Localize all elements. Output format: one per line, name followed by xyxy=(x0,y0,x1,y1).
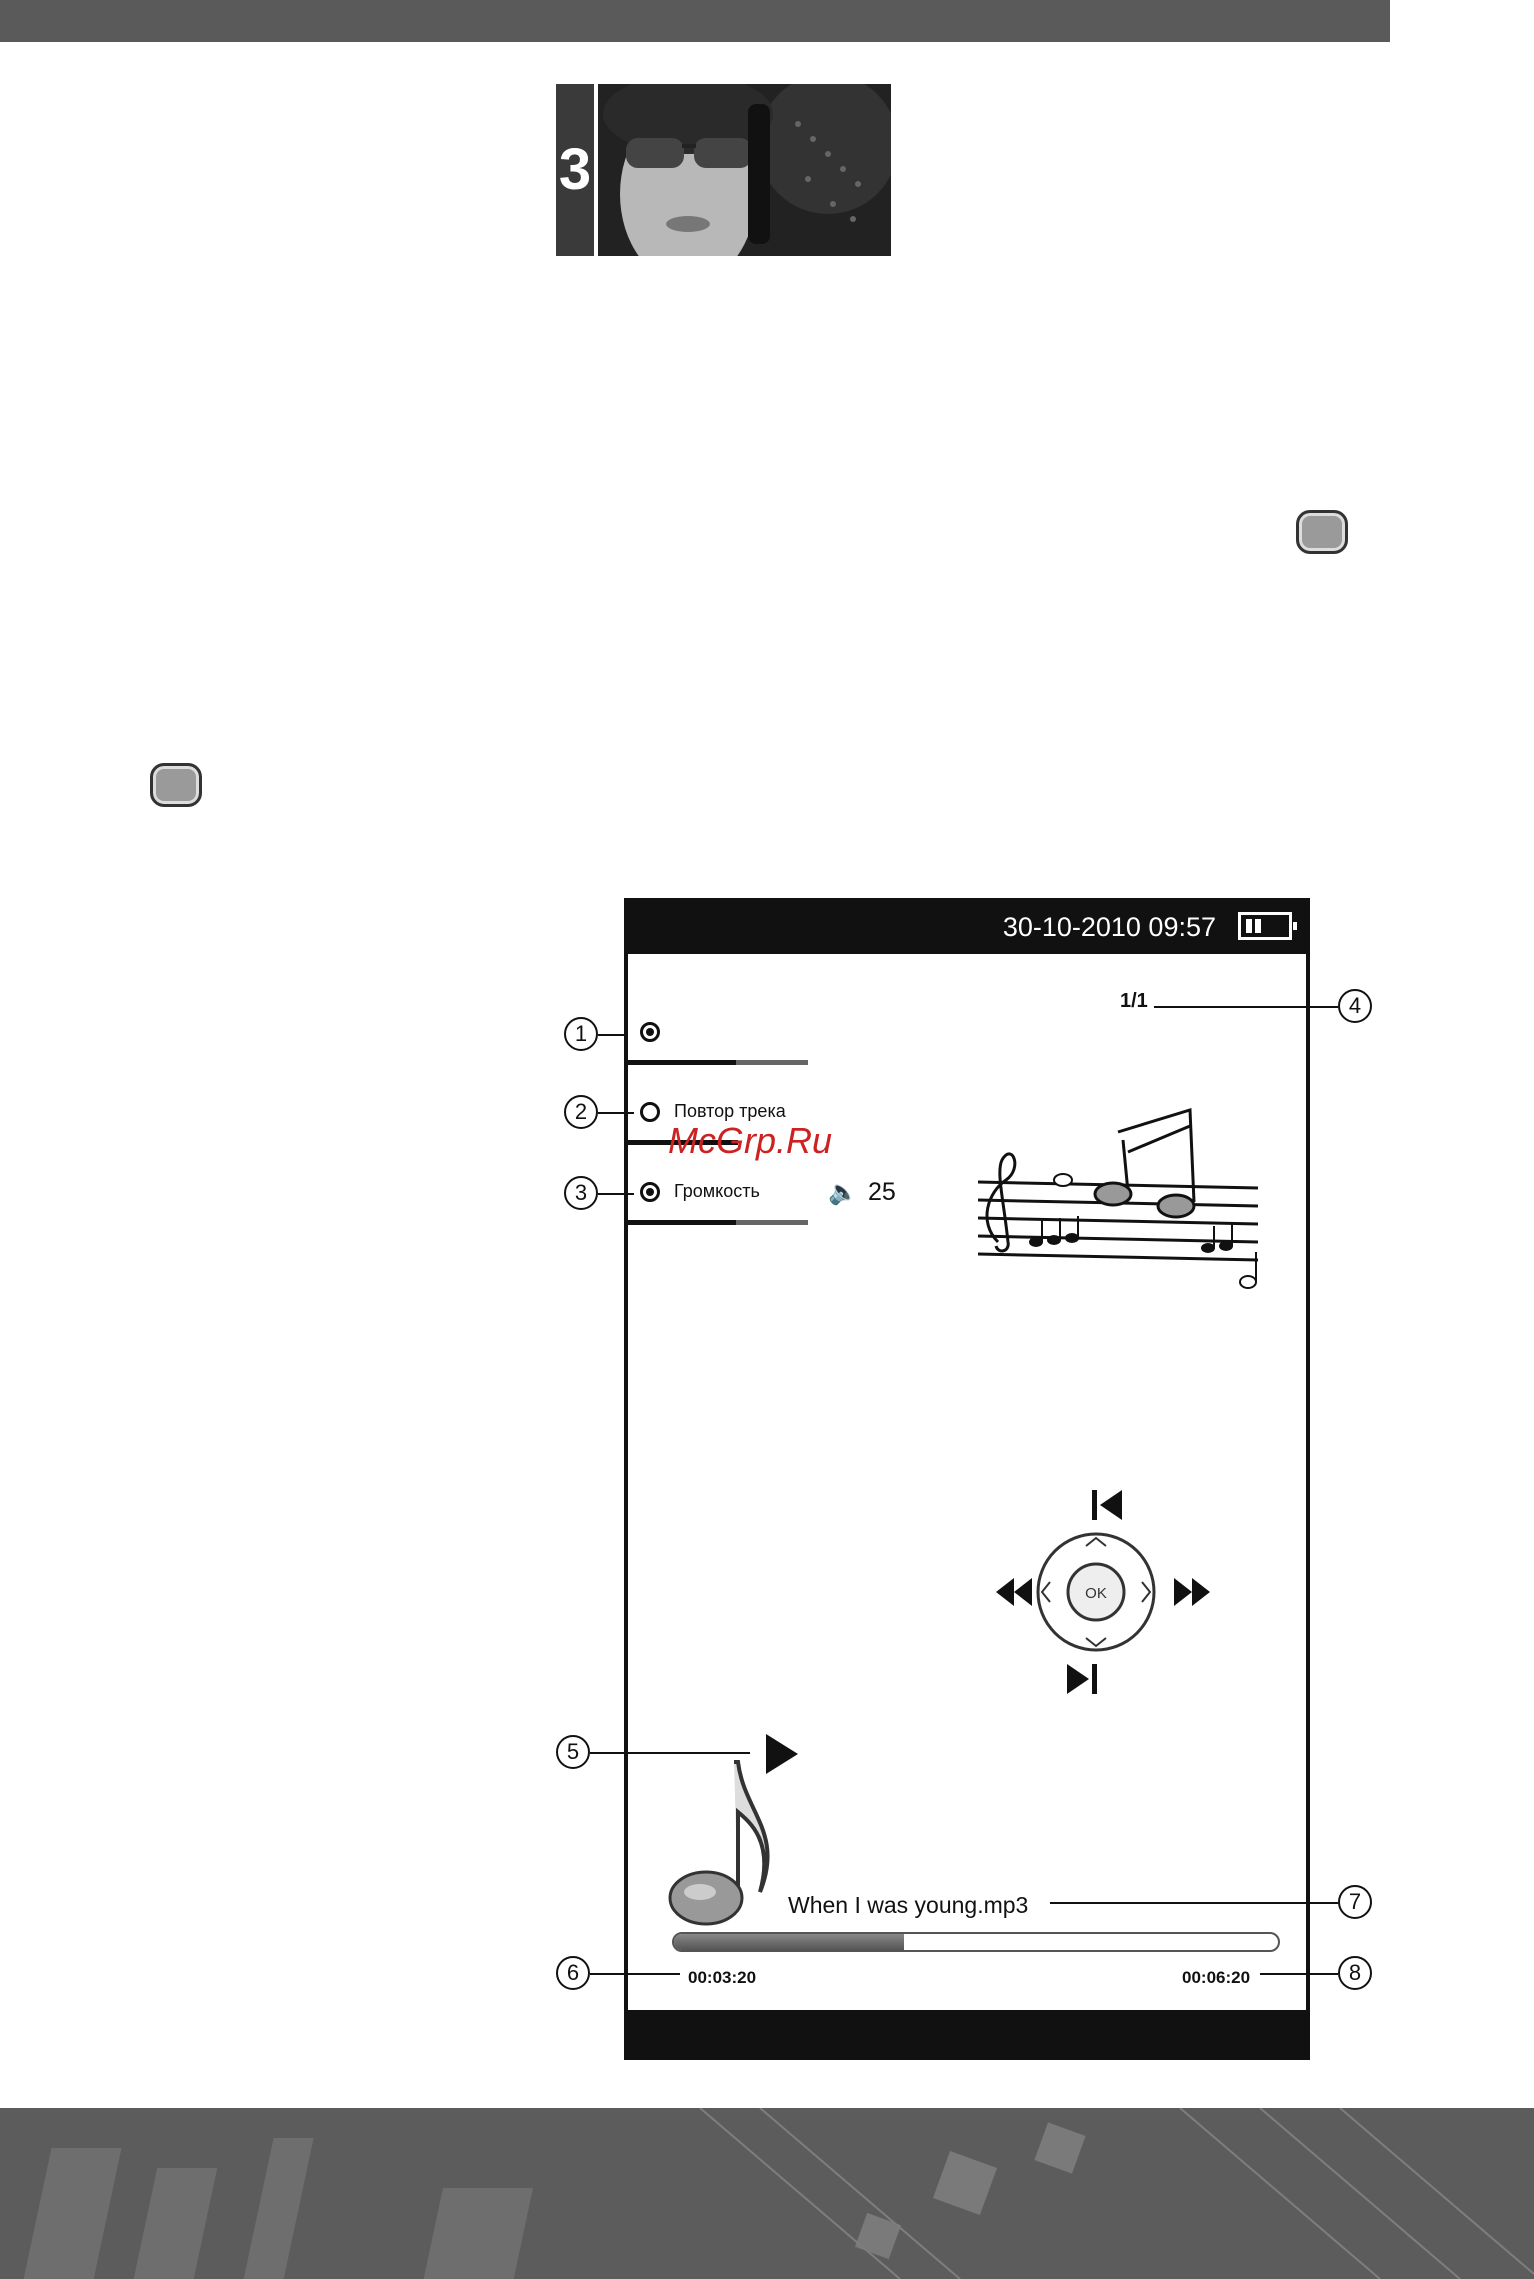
callout-3-leader xyxy=(598,1193,634,1195)
navigation-pad xyxy=(972,1482,1232,1702)
device-bottom-bar xyxy=(628,2010,1306,2056)
callout-3: 3 xyxy=(564,1176,598,1210)
watermark-text: McGrp.Ru xyxy=(668,1120,833,1161)
option-3-underline xyxy=(628,1220,808,1225)
volume-icon: 🔈 xyxy=(828,1179,858,1206)
callout-6-leader xyxy=(590,1973,680,1975)
callout-4-leader xyxy=(1154,1006,1338,1008)
footer-decorative-band xyxy=(0,2108,1534,2279)
option-1-radio[interactable] xyxy=(640,1022,660,1042)
track-progress-bar[interactable] xyxy=(672,1932,1280,1952)
callout-1: 1 xyxy=(564,1017,598,1051)
option-2-radio[interactable] xyxy=(640,1102,660,1122)
callout-8: 8 xyxy=(1338,1956,1372,1990)
music-score-icon xyxy=(968,1102,1268,1302)
headphone-photo xyxy=(598,84,891,256)
callout-1-leader xyxy=(598,1034,628,1036)
battery-icon xyxy=(1238,912,1292,940)
callout-8-leader xyxy=(1260,1973,1338,1975)
hardware-button-right xyxy=(1296,510,1348,554)
hardware-button-left xyxy=(150,763,202,807)
option-3-label: Громкость xyxy=(674,1181,760,1201)
status-datetime: 30-10-2010 09:57 xyxy=(1002,912,1216,942)
callout-4: 4 xyxy=(1338,989,1372,1023)
track-name: When I was young.mp3 xyxy=(788,1892,1029,1918)
total-time: 00:06:20 xyxy=(1182,1968,1251,1987)
callout-2-leader xyxy=(598,1112,634,1114)
music-note-icon xyxy=(664,1752,794,1932)
callout-5: 5 xyxy=(556,1735,590,1769)
callout-6: 6 xyxy=(556,1956,590,1990)
device-screen xyxy=(624,898,1310,2060)
elapsed-time: 00:03:20 xyxy=(688,1968,757,1987)
callout-2: 2 xyxy=(564,1095,598,1129)
callout-7-leader xyxy=(1050,1902,1338,1904)
page-indicator: 1/1 xyxy=(1120,990,1148,1012)
chapter-number: 3 xyxy=(558,137,592,202)
ok-label: OK xyxy=(1085,1585,1107,1602)
top-header-bar xyxy=(0,0,1390,42)
chapter-banner xyxy=(556,84,891,256)
option-2-label: Повтор трека xyxy=(674,1101,786,1121)
option-3-radio[interactable] xyxy=(640,1182,660,1202)
option-1-underline xyxy=(628,1060,808,1065)
volume-value: 25 xyxy=(868,1178,896,1206)
callout-5-leader xyxy=(590,1752,750,1754)
callout-7: 7 xyxy=(1338,1885,1372,1919)
status-bar xyxy=(628,902,1306,954)
footer-pattern xyxy=(0,2108,1534,2279)
track-progress-fill xyxy=(674,1934,904,1950)
